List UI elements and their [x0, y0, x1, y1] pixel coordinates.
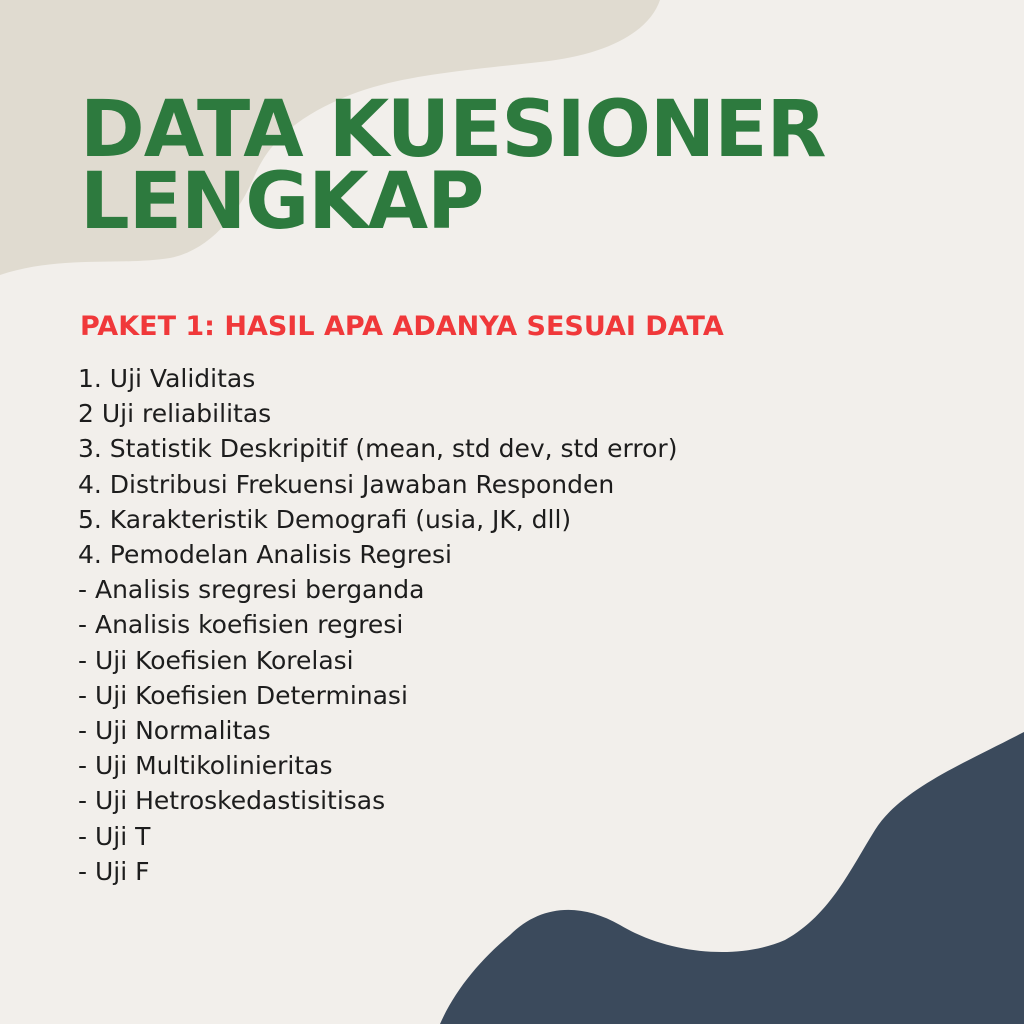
list-item: 4. Distribusi Frekuensi Jawaban Responden: [78, 469, 615, 499]
list-item: 3. Statistik Deskripitif (mean, std dev, std error): [78, 434, 678, 464]
list-item: - Analisis sregresi berganda: [78, 575, 425, 605]
package-subtitle: PAKET 1: HASIL APA ADANYA SESUAI DATA: [80, 311, 724, 342]
list-item: - Uji Koefisien Korelasi: [78, 645, 354, 675]
list-item: - Uji F: [78, 856, 150, 886]
list-item: 4. Pemodelan Analisis Regresi: [78, 540, 452, 570]
list-item: - Analisis koefisien regresi: [78, 610, 404, 640]
title-line-2: LENGKAP: [80, 157, 484, 247]
list-item: - Uji Hetroskedastisitisas: [78, 786, 386, 816]
title-line-1: DATA KUESIONER: [80, 85, 826, 175]
list-item: - Uji Multikolinieritas: [78, 751, 333, 781]
list-item: - Uji T: [78, 821, 151, 851]
list-item: - Uji Koefisien Determinasi: [78, 680, 408, 710]
list-item: - Uji Normalitas: [78, 716, 271, 746]
list-item: 2 Uji reliabilitas: [78, 399, 272, 429]
list-item: 5. Karakteristik Demografi (usia, JK, dll): [78, 504, 572, 534]
list-item: 1. Uji Validitas: [78, 364, 256, 393]
item-list: [78, 361, 677, 889]
page-title: [80, 85, 826, 247]
